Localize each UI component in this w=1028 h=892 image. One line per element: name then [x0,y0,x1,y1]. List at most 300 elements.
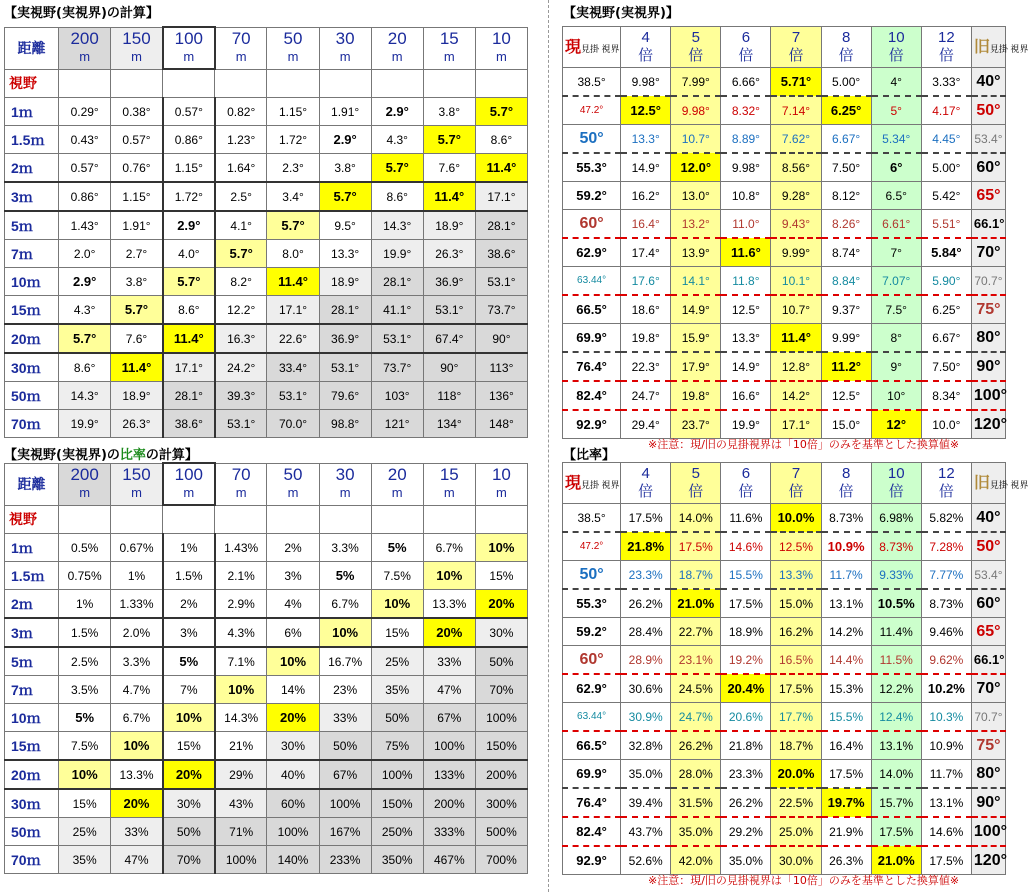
cell: 18.7% [671,561,721,590]
cell: 17.1° [267,296,319,325]
cell: 17.1° [475,182,527,211]
cell: 15.0% [771,589,821,618]
cell: 3.4° [267,182,319,211]
row-label: 70ｍ [5,410,59,438]
current-fov: 62.9° [563,674,621,703]
magnification-number: 8 [841,29,851,46]
cell: 40% [267,760,319,789]
cell: 1% [163,534,215,562]
cell: 8.34° [921,381,971,410]
cell: 28.1° [371,268,423,296]
old-fov: 60° [971,589,1005,618]
current-fov: 38.5° [563,504,621,533]
empty-cell [475,505,527,534]
cell: 18.6° [621,295,671,324]
cell: 6.98% [871,504,921,533]
cell: 5.90° [921,267,971,296]
cell: 150% [475,732,527,761]
title-fov: 【実視野(実視界)】 [563,6,679,21]
cell: 5% [163,647,215,676]
current-fov: 63.44° [563,703,621,732]
cell: 4.3° [59,296,111,325]
cell: 5.7° [423,126,475,154]
old-fov-header [971,463,1028,504]
old-fov: 50° [971,96,1005,125]
cell: 1.43% [215,534,267,562]
cell: 2.9° [371,98,423,126]
cell: 11.4° [163,324,215,353]
cell: 30.6% [621,674,671,703]
cell: 250% [371,818,423,846]
cell: 233% [319,846,371,874]
cell: 103° [371,382,423,410]
distance-unit: m [391,485,403,500]
cell: 140% [267,846,319,874]
distance-header [319,463,371,505]
cell: 20% [475,590,527,619]
cell: 22.7% [671,618,721,646]
cell: 3% [163,618,215,647]
distance-unit: m [443,485,455,500]
cell: 1.33% [111,590,163,619]
distance-header [267,463,319,505]
old-fov: 65° [971,618,1005,646]
cell: 11.7% [821,561,871,590]
cell: 20.6% [721,703,771,732]
cell: 3.8° [111,268,163,296]
cell: 9.99° [821,324,871,353]
distance-number: 200 [70,465,99,484]
cell: 15.7% [871,788,921,817]
cell: 200% [423,789,475,818]
cell: 26.3° [111,410,163,438]
cell: 10% [163,704,215,732]
table-row [5,382,528,410]
distance-number: 200 [70,29,99,48]
empty-cell [423,505,475,534]
magnification-number: 12 [937,29,955,46]
cell: 2.5° [215,182,267,211]
cell: 71% [215,818,267,846]
cell: 8.73% [921,589,971,618]
cell: 14.9° [671,295,721,324]
title-ratio-b: 比率 [119,448,146,463]
old-fov: 70° [971,674,1005,703]
current-fov: 55.3° [563,153,621,182]
old-fov: 65° [971,182,1005,210]
old-label: 旧 [973,38,990,56]
cell: 11.0° [721,210,771,239]
cell: 13.3% [111,760,163,789]
empty-cell [59,69,111,98]
table-row [5,846,528,874]
cell: 0.29° [59,98,111,126]
cell: 15.9° [671,324,721,353]
fov-label: 視野 [5,505,59,534]
cell: 10% [319,618,371,647]
row-label: 7ｍ [5,240,59,268]
cell: 15.0° [821,410,871,439]
cell: 13.9° [671,238,721,267]
cell: 14.6% [921,817,971,846]
distance-header [111,463,163,505]
cell: 39.4% [621,788,671,817]
distance-header [111,27,163,69]
cell: 28.9% [621,646,671,675]
empty-cell [423,69,475,98]
cell: 25% [371,647,423,676]
cell: 18.9° [319,268,371,296]
cell: 0.57° [111,126,163,154]
magnification-number: 10 [887,29,905,46]
cell: 8.6° [163,296,215,325]
table-row [5,789,528,818]
table-row [563,210,1006,239]
cell: 23.3% [721,760,771,789]
cell: 11.7% [921,760,971,789]
cell: 9° [871,352,921,381]
cell: 70% [163,846,215,874]
cell: 11.4% [871,618,921,646]
current-fov: 62.9° [563,238,621,267]
current-label: 現 [565,38,582,56]
table-row [563,589,1006,618]
title-ratio-c: の計算】 [145,448,198,463]
magnification-header [821,27,871,68]
cell: 3.33° [921,68,971,97]
cell: 5.7° [371,154,423,183]
cell: 17.5% [721,589,771,618]
cell: 38.6° [163,410,215,438]
cell: 1.15° [163,154,215,183]
cell: 0.43° [59,126,111,154]
distance-unit: m [131,485,142,500]
row-label: 2ｍ [5,154,59,183]
cell: 10.7° [771,295,821,324]
table-row [563,846,1006,875]
cell: 26.2% [671,731,721,760]
cell: 53.1° [475,268,527,296]
cell: 28.1° [475,211,527,240]
cell: 50% [163,818,215,846]
cell: 16.2° [621,182,671,210]
cell: 9.98° [721,153,771,182]
cell: 0.75% [59,562,111,590]
cell: 1.5% [163,562,215,590]
cell: 7.6° [111,324,163,353]
cell: 15.5% [821,703,871,732]
cell: 20.4% [721,674,771,703]
label-row [5,69,528,98]
distance-header [59,27,111,69]
cell: 2.1% [215,562,267,590]
current-fov-header [563,463,621,504]
row-label: 70ｍ [5,846,59,874]
cell: 12.8° [771,352,821,381]
cell: 17.1° [771,410,821,439]
cell: 73.7° [475,296,527,325]
ratio-table [562,462,1028,875]
row-label: 10ｍ [5,704,59,732]
cell: 9.28° [771,182,821,210]
cell: 12.5% [771,532,821,561]
cell: 22.5% [771,788,821,817]
cell: 1.72° [267,126,319,154]
cell: 26.2% [721,788,771,817]
current-fov: 92.9° [563,846,621,875]
current-fov-header [563,27,621,68]
cell: 31.5% [671,788,721,817]
cell: 0.57° [59,154,111,183]
cell: 4% [267,590,319,619]
cell: 1.91° [319,98,371,126]
cell: 10.0% [771,504,821,533]
cell: 12.0° [671,153,721,182]
magnification-number: 4 [641,29,650,46]
cell: 11.5% [871,646,921,675]
cell: 7° [871,238,921,267]
current-fov: 69.9° [563,324,621,353]
distance-unit: m [235,49,247,64]
current-fov: 47.2° [563,532,621,561]
magnification-number: 7 [791,29,801,46]
cell: 10% [215,676,267,704]
cell: 10.9% [921,731,971,760]
row-label: 20ｍ [5,760,59,789]
cell: 18.7% [771,731,821,760]
cell: 333% [423,818,475,846]
cell: 10.5% [871,589,921,618]
current-fov: 50° [563,561,621,590]
cell: 14.0% [871,760,921,789]
cell: 12.5° [821,381,871,410]
cell: 4.1° [215,211,267,240]
distance-header [59,463,111,505]
current-fov: 63.44° [563,267,621,296]
cell: 75% [371,732,423,761]
cell: 35% [371,676,423,704]
old-fov: 50° [971,532,1005,561]
cell: 98.8° [319,410,371,438]
cell: 5.7° [267,211,319,240]
table-row [5,590,528,619]
cell: 50% [475,647,527,676]
cell: 4.3% [215,618,267,647]
cell: 13.1% [871,731,921,760]
distance-header [163,27,215,69]
cell: 25.0% [771,817,821,846]
cell: 8.12° [821,182,871,210]
current-fov: 59.2° [563,618,621,646]
current-fov: 82.4° [563,817,621,846]
cell: 90° [475,324,527,353]
table-row [5,760,528,789]
table-row [5,268,528,296]
cell: 3.3% [319,534,371,562]
cell: 1.5% [59,618,111,647]
cell: 8.73% [871,532,921,561]
header-row [5,27,528,69]
cell: 6.67° [821,125,871,154]
table-row [563,731,1006,760]
table-row [5,818,528,846]
cell: 8.6° [475,126,527,154]
angle-calc-table [4,26,528,438]
cell: 21.8% [721,731,771,760]
row-label: 10ｍ [5,268,59,296]
magnification-number: 4 [641,465,650,482]
old-fov: 53.4° [971,561,1005,590]
cell: 2.9° [59,268,111,296]
cell: 11.4° [475,154,527,183]
cell: 1.43° [59,211,111,240]
title-ratio: 【比率】 [563,448,616,463]
cell: 4° [871,68,921,97]
table-row [563,410,1006,439]
cell: 90° [423,353,475,382]
cell: 53.1° [319,353,371,382]
cell: 100% [423,732,475,761]
magnification-header [621,27,671,68]
cell: 4.0° [163,240,215,268]
magnification-header [871,27,921,68]
empty-cell [215,69,267,98]
magnification-header [721,27,771,68]
cell: 134° [423,410,475,438]
table-row [5,353,528,382]
cell: 16.6° [721,381,771,410]
cell: 11.4° [111,353,163,382]
cell: 11.4° [771,324,821,353]
old-fov: 40° [971,68,1005,97]
cell: 14.3% [215,704,267,732]
cell: 21% [215,732,267,761]
cell: 19.8° [621,324,671,353]
cell: 53.1° [267,382,319,410]
distance-number: 15 [439,29,459,48]
cell: 10% [423,562,475,590]
cell: 5.84° [921,238,971,267]
cell: 113° [475,353,527,382]
current-fov: 59.2° [563,182,621,210]
cell: 16.3° [215,324,267,353]
table-row [563,646,1006,675]
magnification-number: 5 [691,29,700,46]
cell: 14.3° [59,382,111,410]
cell: 13.0° [671,182,721,210]
distance-number: 100 [174,465,204,484]
cell: 121° [371,410,423,438]
cell: 6.67° [921,324,971,353]
magnification-unit: 倍 [788,483,804,500]
magnification-unit: 倍 [938,483,954,500]
magnification-unit: 倍 [838,483,854,500]
cell: 42.0% [671,846,721,875]
cell: 53.1° [423,296,475,325]
cell: 43% [215,789,267,818]
cell: 60% [267,789,319,818]
empty-cell [371,69,423,98]
cell: 18.9° [423,211,475,240]
cell: 9.37° [821,295,871,324]
cell: 6.61° [871,210,921,239]
cell: 148° [475,410,527,438]
distance-unit: m [496,485,507,500]
table-row [5,296,528,325]
magnification-unit: 倍 [788,47,804,64]
cell: 3% [267,562,319,590]
magnification-number: 8 [841,465,851,482]
cell: 17.5% [621,504,671,533]
magnification-unit: 倍 [738,47,754,64]
magnification-unit: 倍 [938,47,954,64]
row-label: 30ｍ [5,353,59,382]
cell: 17.1° [163,353,215,382]
row-label: 1.5ｍ [5,562,59,590]
cell: 9.46% [921,618,971,646]
magnification-header [671,27,721,68]
cell: 17.4° [621,238,671,267]
cell: 29% [215,760,267,789]
old-fov: 75° [971,731,1005,760]
cell: 7.6° [423,154,475,183]
cell: 4.17° [921,96,971,125]
cell: 6.66° [721,68,771,97]
cell: 15.3% [821,674,871,703]
table-row [563,125,1006,154]
cell: 30% [475,618,527,647]
cell: 350% [371,846,423,874]
cell: 29.4° [621,410,671,439]
cell: 16.2% [771,618,821,646]
cell: 10.7° [671,125,721,154]
cell: 17.9° [671,352,721,381]
cell: 67.4° [423,324,475,353]
distance-number: 20 [387,29,407,48]
cell: 38.6° [475,240,527,268]
magnification-header [621,463,671,504]
distance-unit: m [339,485,351,500]
cell: 23.3% [621,561,671,590]
cell: 1% [111,562,163,590]
cell: 9.99° [771,238,821,267]
old-fov: 40° [971,504,1005,533]
cell: 11.6° [721,238,771,267]
distance-unit: m [235,485,247,500]
cell: 16.4% [821,731,871,760]
cell: 100% [475,704,527,732]
old-fov: 80° [971,760,1005,789]
cell: 8.26° [821,210,871,239]
distance-unit: m [443,49,455,64]
cell: 11.6% [721,504,771,533]
table-row [563,788,1006,817]
header-row [563,463,1006,504]
distance-unit: m [79,485,91,500]
cell: 150% [371,789,423,818]
row-label: 3ｍ [5,182,59,211]
cell: 28.1° [319,296,371,325]
cell: 5.82% [921,504,971,533]
section-divider [548,0,549,892]
row-label: 1ｍ [5,98,59,126]
cell: 14.9° [721,352,771,381]
cell: 1.15° [267,98,319,126]
cell: 5.71° [771,68,821,97]
cell: 14.3° [371,211,423,240]
cell: 2.5% [59,647,111,676]
table-row [563,267,1006,296]
